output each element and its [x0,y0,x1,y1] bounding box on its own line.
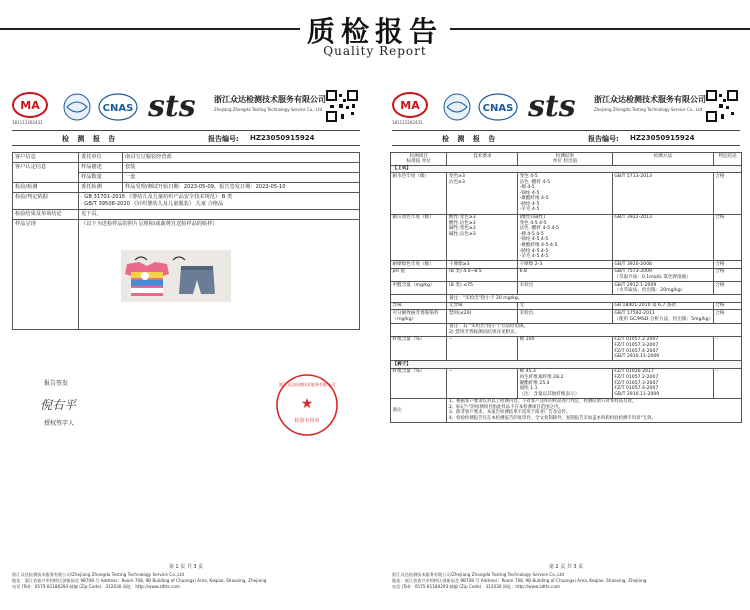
ilac-logo [62,92,92,122]
authorized-label: 授权签字人 [44,420,75,427]
notes-row: 备注 1、根据客户要求仅对以上检测内容，不对客户送样的样品进行判定，检测结果只对本样品有效。 2、标记"-"的检测项目指此样品不在本检测项目范围之内。 3、除非客户要求，本报告检测结果不适用于商业广告及宣传。 4、检验检测报告仅在本检测报告的复印件，全文复制除外，复制报告未加盖本机构检验检测专用章"无效。 [391,398,742,422]
red-seal-stamp [274,372,340,438]
table-header-row: 检测项目 标准值 单位 技术要求 检测结果 单位 检出值 检测方法 判定结论 [391,153,742,166]
table-row: 异味 无异味 无 GB 18401-2010 第 6.7 条款 合格 [391,302,742,310]
logo-bar [12,88,360,126]
company-name: 浙江众达检测技术服务有限公司 Zhejiang Zhongda Testing Technology Service Co., Ltd [594,95,706,112]
svg-text:★: ★ [300,396,314,412]
svg-text:CNAS: CNAS [102,103,134,114]
table-row: 检验/判定依据 · GB 31701-2015 《婴幼儿及儿童纺织产品安全技术规范》 B 类 · GB/T 39508-2020 《针织婴幼儿及儿童服装》 儿童 合格品 [13,193,360,210]
qr-code-icon [706,90,738,122]
section-row: 【裤子】 [391,361,742,369]
report-number-label: 报告编号: [588,135,619,143]
results-body-bottom [391,368,742,398]
report-title-bar [392,130,740,146]
table-row: 耐水色牢度（级） 变色≥3 沾色≥3 变色 4-5 沾色 -醋纤 4-5 -棉 4-5 -锦纶 4-5 -聚酯纤维 4-5 -腈纶 4-5 -羊毛 4-5 GB/T 5713-2013 合格 [391,173,742,214]
report-number-label: 报告编号: [208,135,239,143]
test-results-table [390,152,742,423]
page-header [0,0,750,72]
qr-code-icon [326,90,358,122]
sign-label: 报告签发 [44,380,69,387]
results-body-top [391,173,742,361]
sample-garment-image [121,250,231,302]
page-number: 第 1 页 共 3 页 [168,564,204,570]
page-title: 质检报告 [306,15,443,48]
ma-code: 181111262431 [12,120,43,125]
table-row: 纤维含量（%） -- 棉 100 FZ/T 01057.2-2007 FZ/T 01057.3-2007 FZ/T 01057.4-2007 GB/T 2910.11-2009 -- [391,336,742,360]
table-row: 客户信息 委托单位 南浔宝豆服装经营部 [13,153,360,163]
svg-text:浙江众达检测技术服务有限公司: 浙江众达检测技术服务有限公司 [279,382,335,387]
page-number: 第 2 页 共 3 页 [548,564,584,570]
ilac-logo [442,92,472,122]
table-row: 可分解致癌芳香胺染料（mg/kg） 禁用(≤20) 未检出 GB/T 17592-2011 （使用 GC/MSD 分析方法，检出限：5mg/kg） 合格 [391,310,742,323]
report-page-1 [6,86,366,604]
sts-logo: sts [528,89,576,124]
company-name: 浙江众达检测技术服务有限公司 Zhejiang Zhongda Testing Technology Service Co., Ltd [214,95,326,112]
table-row: 备注：1) "未检出"指小于方法检出限。 2) 禁用芳香胺测试结果详见附页。 [391,323,742,336]
table-row: pH 值 (B 类) 4.0~8.5 6.8 GB/T 7573-2009 （萃取介质：0.1mol/L 氯化钾溶液） 合格 [391,268,742,281]
page-footer: 第 2 页 共 3 页 浙江众达检测技术服务有限公司/Zhejiang Zhongda Testing Technology Service Co.,Ltd 地址：浙江省嘉兴市柯桥区创新园北 9B708 号 Address：Room 708, 9B Building of Chuangxi Area, Keqiao, Shaoxing, Zhejiang 电话 (Tel)：0575-81180293 邮编 (Zip Code)：312030 网址：http://www.zdtts.com [392,564,740,590]
table-row: 样品呈现 （以下为送检样品的照片呈现和/或裁剪自送检样品的贴样） [13,220,360,330]
svg-text:MA: MA [20,99,40,112]
standard-2: · GB/T 39508-2020 《针织婴幼儿及儿童服装》 儿童 合格品 [81,201,224,207]
report-page-2 [386,86,746,604]
table-row: 耐汗渍色牢度（级） 酸性:变色≥3 酸性:沾色≥3 碱性:变色≥3 碱性:沾色≥3 (酸性)(碱性) 变色 4-5 4-5 沾色 -醋纤 4-5 4-5 -棉 4-5 4-5 -锦纶 4-5 4-5 -聚酯纤维 4-5 4-5 -腈纶 4-5 4-5 -羊毛 4-5 4-5 GB/T 3922-2013 合格 [391,214,742,261]
svg-text:检验专用章: 检验专用章 [294,418,320,424]
table-row: 耐摩擦色牢度（级） 干摩擦≥3 干摩擦 2-3 GB/T 3920-2008 合格 [391,261,742,269]
svg-text:MA: MA [400,99,420,112]
client-info-table [12,152,360,330]
ma-code: 181111262431 [392,120,423,125]
sts-logo: sts [148,89,196,124]
table-row: 备注："未检出"指小于 20 mg/kg。 [391,295,742,303]
cma-logo [392,92,428,118]
report-number: HZ23050915924 [250,134,315,142]
sample-photo [121,250,231,302]
report-title-bar [12,130,360,146]
report-number: HZ23050915924 [630,134,695,142]
cnas-logo [98,92,138,122]
table-row: 客户认定信息 样品描述 套装 [13,163,360,173]
logo-bar [392,88,740,126]
report-label: 检 测 报 告 [442,135,499,143]
sample-caption: （以下为送检样品的照片呈现和/或裁剪自送检样品的贴样） [81,221,218,227]
page-subtitle: Quality Report [323,44,427,58]
svg-text:CNAS: CNAS [482,103,514,114]
cnas-logo [478,92,518,122]
cma-logo [12,92,48,118]
table-row: 纤维含量（%） -- 棉 45.3 再生纤维素纤维 28.2 聚酯纤维 25.4 氨纶 1.1 （注：含量以其他纤维表示） FZ/T 01026-2017 FZ/T 01057.2-2007 FZ/T 01057.3-2007 FZ/T 01057.4-2007 GB/T 2910.11-2009 -- [391,368,742,398]
table-row: 甲醛含量（mg/kg） (B 类) ≤75 未检出 GB/T 2912.1-2009 （水萃取法，检出限：20mg/kg） 合格 [391,282,742,295]
standard-1: · GB 31701-2015 《婴幼儿及儿童纺织产品安全技术规范》 B 类 [81,194,233,200]
page-footer: 第 1 页 共 3 页 浙江众达检测技术服务有限公司/Zhejiang Zhongda Testing Technology Service Co.,Ltd 地址：浙江省嘉兴市柯桥区创新园北 9B708 号 Address：Room 708, 9B Building of Chuangxi Area, Keqiao, Shaoxing, Zhejiang 电话 (Tel)：0575-81180293 邮编 (Zip Code)：312030 网址：http://www.zdtts.com [12,564,360,590]
table-row: 样品数量 一套 [13,173,360,183]
table-row: 检验结果及单项结论 见下页。 [13,210,360,220]
report-label: 检 测 报 告 [62,135,119,143]
section-row: 【上衣】 [391,165,742,173]
signature: 倪右平 [40,398,77,412]
table-row: 检验/检测 委托检测 样品受理/测试开始日期：2023-05-09，报告签发日期：2023-05-10 [13,183,360,193]
